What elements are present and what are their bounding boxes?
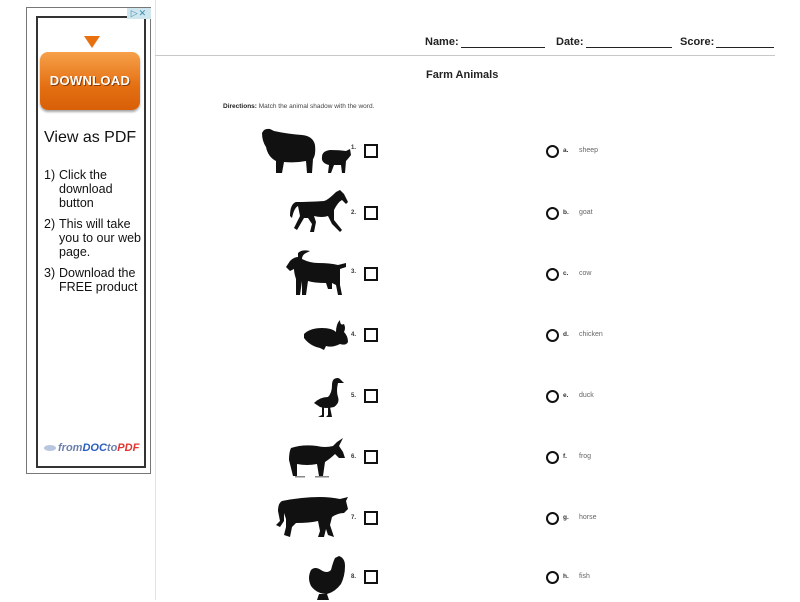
download-button[interactable]: DOWNLOAD: [40, 52, 140, 110]
score-label: Score:: [680, 36, 715, 48]
option-radio[interactable]: [546, 207, 559, 220]
match-row: [0, 188, 800, 238]
option-word: goat: [579, 209, 593, 216]
brand-part: to: [106, 442, 118, 454]
step-number: 2): [44, 217, 56, 231]
item-number: 5.: [351, 393, 357, 399]
answer-checkbox[interactable]: [364, 511, 378, 525]
horse-silhouette-icon: [288, 188, 350, 236]
directions-text: Match the animal shadow with the word.: [256, 103, 375, 110]
brand-part: from: [58, 442, 83, 454]
score-blank: [716, 47, 774, 48]
page-title: Farm Animals: [426, 69, 499, 81]
directions: [223, 103, 374, 110]
item-number: 3.: [351, 269, 357, 275]
step-text: Download the FREE product: [59, 266, 138, 294]
fish-silhouette-icon: [302, 314, 350, 354]
date-field: [556, 36, 672, 48]
score-field: [680, 36, 774, 48]
goat-silhouette-icon: [284, 249, 350, 297]
step-text: Click the download button: [59, 168, 113, 210]
donkey-silhouette-icon: [287, 436, 347, 478]
option-letter: h.: [563, 573, 569, 580]
option-letter: a.: [563, 147, 569, 154]
option-radio[interactable]: [546, 390, 559, 403]
item-number: 4.: [351, 332, 357, 338]
option-word: sheep: [579, 147, 599, 154]
answer-checkbox[interactable]: [364, 206, 378, 220]
header-divider: [155, 55, 775, 56]
option-letter: e.: [563, 392, 569, 399]
directions-label: Directions:: [223, 103, 257, 110]
option-word: duck: [579, 392, 594, 399]
match-row: [0, 432, 800, 482]
option-word: chicken: [579, 331, 603, 338]
answer-checkbox[interactable]: [364, 144, 378, 158]
match-row: [0, 249, 800, 299]
answer-checkbox[interactable]: [364, 450, 378, 464]
option-letter: f.: [563, 453, 567, 460]
name-blank: [461, 47, 545, 48]
option-radio[interactable]: [546, 512, 559, 525]
item-number: 8.: [351, 574, 357, 580]
sheep-silhouette-icon: [258, 127, 353, 177]
answer-checkbox[interactable]: [364, 570, 378, 584]
brand-part: DOC: [82, 442, 107, 454]
step-text: This will take you to our web page.: [59, 217, 141, 259]
name-label: Name:: [425, 36, 459, 48]
ad-choices-icon[interactable]: ▷✕: [127, 8, 151, 19]
item-number: 7.: [351, 515, 357, 521]
date-blank: [586, 47, 672, 48]
match-row: [0, 371, 800, 421]
option-letter: g.: [563, 514, 569, 521]
item-number: 1.: [351, 145, 357, 151]
item-number: 6.: [351, 454, 357, 460]
step-number: 3): [44, 266, 56, 280]
ad-heading: View as PDF: [44, 129, 137, 146]
option-radio[interactable]: [546, 145, 559, 158]
option-radio[interactable]: [546, 451, 559, 464]
date-label: Date:: [556, 36, 584, 48]
option-letter: d.: [563, 331, 569, 338]
answer-checkbox[interactable]: [364, 389, 378, 403]
option-word: cow: [579, 270, 592, 277]
answer-checkbox[interactable]: [364, 267, 378, 281]
item-number: 2.: [351, 210, 357, 216]
option-word: fish: [579, 573, 590, 580]
download-arrow-icon: [84, 36, 100, 48]
brand-part: PDF: [117, 442, 140, 454]
option-radio[interactable]: [546, 329, 559, 342]
match-row: [0, 491, 800, 541]
match-row: [0, 127, 800, 177]
option-radio[interactable]: [546, 571, 559, 584]
answer-checkbox[interactable]: [364, 328, 378, 342]
name-field: [425, 36, 545, 48]
step-number: 1): [44, 168, 56, 182]
duck-silhouette-icon: [312, 375, 348, 419]
option-radio[interactable]: [546, 268, 559, 281]
option-letter: c.: [563, 270, 569, 277]
option-word: horse: [579, 514, 597, 521]
cow-silhouette-icon: [274, 491, 350, 541]
option-letter: b.: [563, 209, 569, 216]
match-row: [0, 552, 800, 602]
option-word: frog: [579, 453, 592, 460]
chicken-silhouette-icon: [305, 554, 349, 602]
match-row: [0, 310, 800, 360]
